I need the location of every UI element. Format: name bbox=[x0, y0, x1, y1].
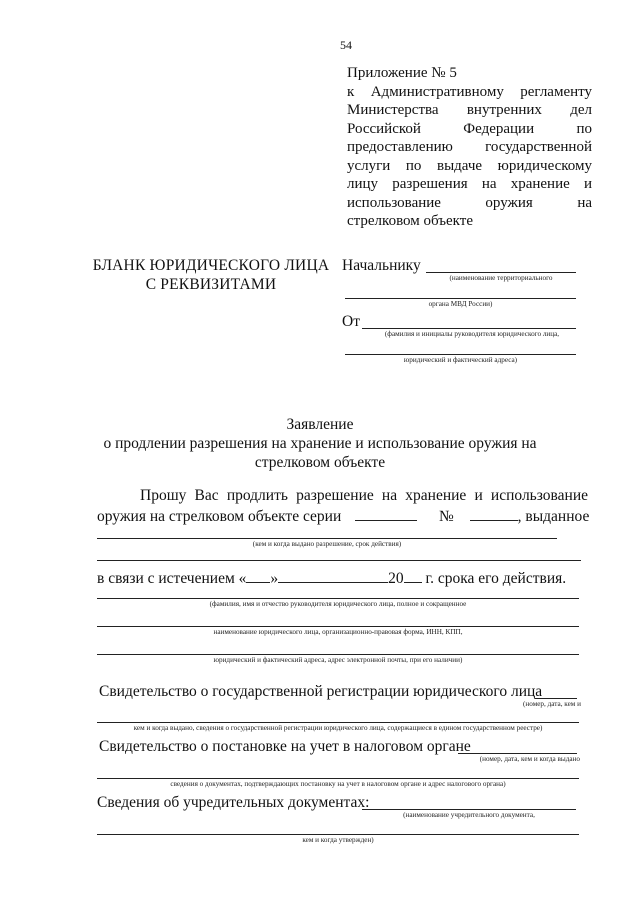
registration-label: Свидетельство о государственной регистрации юридического лица bbox=[99, 683, 543, 700]
number-blank[interactable] bbox=[470, 506, 518, 521]
tax-label: Свидетельство о постановке на учет в налоговом органе bbox=[99, 738, 471, 755]
to-caption: (наименование территориального bbox=[449, 274, 553, 282]
address-caption: юридический и фактический адреса, адрес электронной почты, при его наличии) bbox=[213, 656, 463, 664]
request-issued-label: , выданное bbox=[517, 508, 590, 525]
request-line-2 bbox=[97, 506, 592, 526]
from-caption: (фамилия и инициалы руководителя юридического лица, bbox=[384, 330, 560, 338]
from-line bbox=[362, 328, 576, 329]
document-subtitle-2: стрелковом объекте bbox=[254, 454, 386, 471]
head-line[interactable] bbox=[97, 598, 579, 599]
founding-caption: кем и когда утвержден) bbox=[302, 836, 374, 844]
name-line[interactable] bbox=[97, 626, 579, 627]
to-caption-2: органа МВД России) bbox=[428, 300, 493, 308]
expiry-tail: г. срока его действия. bbox=[425, 570, 567, 587]
founding-label: Сведения об учредительных документах: bbox=[97, 794, 370, 811]
founding-line-2[interactable] bbox=[97, 834, 579, 835]
expiry-label: в связи с истечением « bbox=[97, 570, 247, 587]
expiry-day-blank[interactable] bbox=[246, 568, 270, 583]
annex-line: к Административному регламенту bbox=[347, 83, 592, 100]
annex-line: Российской Федерации по bbox=[347, 120, 592, 137]
annex-line: лицу разрешения на хранение и bbox=[347, 176, 592, 192]
to-label: Начальнику bbox=[342, 257, 421, 274]
annex-line: Приложение № 5 bbox=[347, 65, 457, 81]
to-line-2 bbox=[345, 298, 576, 299]
from-label: От bbox=[342, 313, 360, 330]
head-caption: (фамилия, имя и отчество руководителя юридического лица, полное и сокращенное bbox=[209, 600, 467, 608]
founding-caption-right: (наименование учредительного документа, bbox=[403, 811, 535, 819]
request-number-label: № bbox=[439, 508, 454, 525]
expiry-quote: » bbox=[270, 570, 279, 587]
tax-caption: сведения о документах, подтверждающих постановку на учет в налоговом органе и адрес налогового органа) bbox=[170, 780, 506, 788]
request-line-1: Прошу Вас продлить разрешение на хранение и использование bbox=[140, 487, 588, 504]
issued-line[interactable] bbox=[97, 538, 557, 539]
issued-line-2[interactable] bbox=[97, 560, 581, 561]
annex-line: Министерства внутренних дел bbox=[347, 102, 592, 118]
expiry-year-label: 20 bbox=[388, 570, 404, 587]
founding-line[interactable] bbox=[362, 809, 576, 810]
tax-line[interactable] bbox=[458, 753, 577, 754]
annex-line: использование оружия на bbox=[347, 194, 592, 211]
letterhead bbox=[86, 256, 336, 294]
registration-caption-right: (номер, дата, кем и bbox=[523, 700, 581, 708]
expiry-line bbox=[97, 568, 592, 588]
from-caption-2: юридический и фактический адреса) bbox=[403, 356, 518, 364]
issued-caption: (кем и когда выдано разрешение, срок действия) bbox=[252, 540, 402, 548]
document-title: Заявление bbox=[286, 416, 354, 433]
series-blank[interactable] bbox=[355, 506, 417, 521]
annex-line: предоставлению государственной bbox=[347, 139, 592, 155]
to-line bbox=[426, 272, 576, 273]
tax-line-2[interactable] bbox=[97, 778, 579, 779]
annex-block bbox=[347, 64, 592, 231]
registration-caption: кем и когда выдано, сведения о государственной регистрации юридического лица, содержащиеся в едином государственном реестре) bbox=[133, 724, 543, 732]
tax-caption-right: (номер, дата, кем и когда выдано bbox=[479, 755, 580, 763]
from-line-2 bbox=[345, 354, 576, 355]
expiry-month-blank[interactable] bbox=[278, 568, 388, 583]
request-series-label: оружия на стрелковом объекте серии bbox=[97, 508, 342, 525]
letterhead-line: С РЕКВИЗИТАМИ bbox=[145, 276, 277, 293]
address-line[interactable] bbox=[97, 654, 579, 655]
registration-line-2[interactable] bbox=[97, 722, 579, 723]
annex-line: услуги по выдаче юридическому bbox=[347, 157, 592, 174]
page-number: 54 bbox=[340, 38, 352, 52]
registration-line[interactable] bbox=[535, 698, 577, 699]
document-subtitle: о продлении разрешения на хранение и использование оружия на bbox=[103, 435, 537, 452]
name-caption: наименование юридического лица, организационно-правовая форма, ИНН, КПП, bbox=[213, 628, 463, 636]
expiry-year-blank[interactable] bbox=[404, 568, 422, 583]
letterhead-line: БЛАНК ЮРИДИЧЕСКОГО ЛИЦА bbox=[92, 257, 330, 274]
annex-line: стрелковом объекте bbox=[347, 213, 473, 229]
